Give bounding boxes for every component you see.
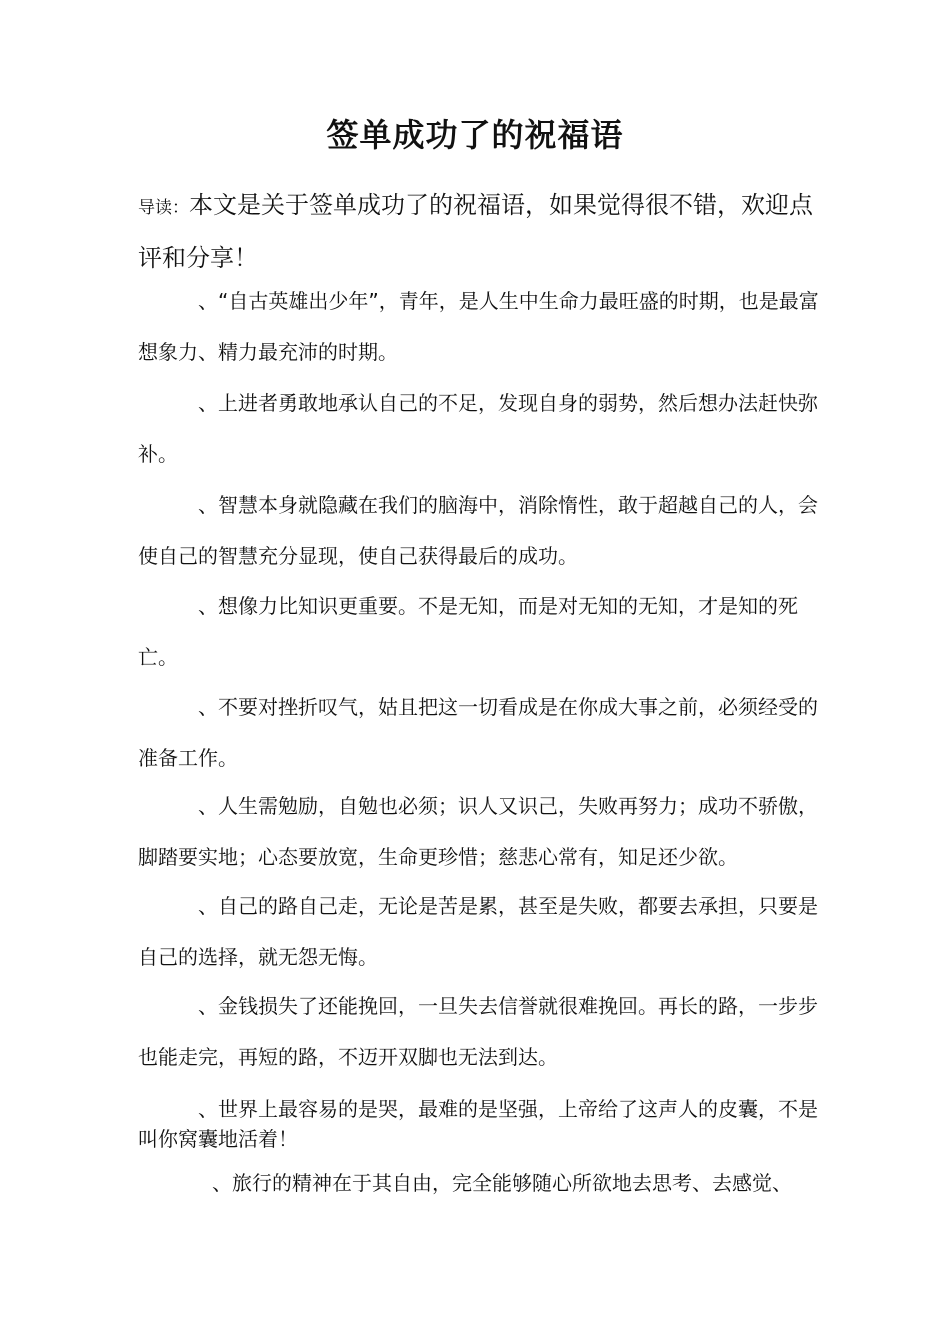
- paragraph-2: 、上进者勇敢地承认自己的不足，发现自身的弱势，然后想办法赶快弥补。: [138, 391, 818, 466]
- intro-text: 本文是关于签单成功了的祝福语，如果觉得很不错，欢迎点评和分享！: [138, 191, 813, 272]
- paragraph-6: 、人生需勉励，自勉也必须；识人又识己，失败再努力；成功不骄傲，脚踏要实地；心态要放宽，生命更珍惜；慈悲心常有，知足还少欲。: [138, 794, 818, 869]
- paragraph-3: 、智慧本身就隐藏在我们的脑海中，消除惰性，敢于超越自己的人，会使自己的智慧充分显现，使自己获得最后的成功。: [138, 493, 818, 568]
- paragraph-1: 、“自古英雄出少年”，青年，是人生中生命力最旺盛的时期，也是最富想象力、精力最充沛的时期。: [138, 289, 819, 364]
- paragraph-10: 、旅行的精神在于其自由，完全能够随心所欲地去思考、去感觉、: [212, 1171, 792, 1195]
- paragraph-9: 、世界上最容易的是哭，最难的是坚强，上帝给了这声人的皮囊，不是叫你窝囊地活着！: [138, 1097, 818, 1151]
- paragraph-5: 、不要对挫折叹气，姑且把这一切看成是在你成大事之前，必须经受的准备工作。: [138, 695, 818, 770]
- document-title: 签单成功了的祝福语: [326, 116, 624, 154]
- intro-paragraph: [138, 180, 818, 283]
- paragraph-8: 、金钱损失了还能挽回，一旦失去信誉就很难挽回。再长的路，一步步也能走完，再短的路，不迈开双脚也无法到达。: [138, 994, 818, 1069]
- intro-label: 导读：: [138, 198, 189, 218]
- paragraph-4: 、想像力比知识更重要。不是无知，而是对无知的无知，才是知的死亡。: [138, 594, 798, 669]
- paragraph-7: 、自己的路自己走，无论是苦是累，甚至是失败，都要去承担，只要是自己的选择，就无怨无悔。: [138, 894, 818, 969]
